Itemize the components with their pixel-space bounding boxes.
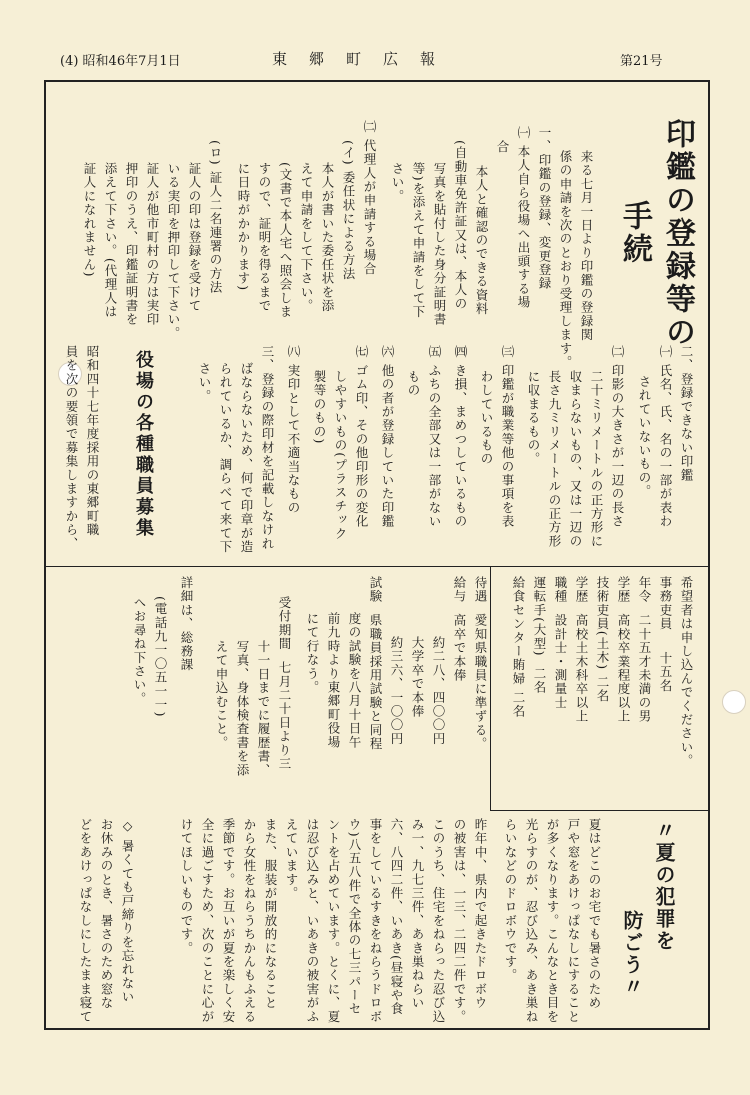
jobs-text-col: 写真、身体検査書を添 [235,640,250,777]
seal-text-col: ㈠ 氏名、氏、名の一部が表わ [658,345,673,529]
seal-text-col: ㈧ 実印として不適当なもの [286,345,301,515]
seal-text-col: しやすいもの(プラスチック [333,370,348,541]
crime-text-col: えています。 [284,818,299,901]
seal-text-col: すので、証明を得るまで [257,162,272,313]
jobs-text-col: へお尋ね下さい。 [132,596,147,706]
seal-text-col: 三、登録の際印材を記載しなけれ [260,345,275,551]
crime-text-col: から女性をねらうちかんもふえる [242,818,257,1023]
seal-text-col: (イ) 委任状による方法 [341,140,356,281]
jobs-text-col: えて申込むこと。 [214,640,229,750]
jobs-text-col: 約二八、四〇〇円 [431,636,446,746]
seal-text-col: 証人の印は登録を受けて [187,162,202,313]
jobs-text-col: 年令 二十五才未満の男 [637,576,652,724]
crime-text-col: ウ)八五八件で全体の七三パーセ [347,818,362,1016]
seal-text-col: 証人になれません) [82,162,97,278]
crime-title-line2: 防ごう〃 [620,910,644,998]
page-number-date: (4) 昭和46年7月1日 [60,54,181,69]
crime-text-col: 光らすのが、忍び込み、あき巣ね [524,818,539,1023]
jobs-text-col: 大学卒で本俸 [410,636,425,719]
seal-text-col: 押印のうえ、印鑑証明書を [124,162,139,327]
crime-text-col: 季節です。お互いが夏を楽しく安 [221,818,236,1023]
seal-text-col: されていないもの。 [637,375,652,499]
seal-text-col: ㈥ 他の者が登録していた印鑑 [380,345,395,529]
jobs-text-col: 詳細は、総務課 [179,576,194,672]
crime-text-col: らいなどのドロボウです。 [503,818,518,983]
seal-text-col: 合 [495,140,510,154]
seal-text-col: 二、登録できない印鑑 [679,345,694,482]
divider-crime [490,810,710,811]
seal-text-col: (文書で本人宅へ照会しま [278,162,293,319]
seal-text-col: (自動車免許証又は、本人の [453,140,468,311]
crime-text-col: お休みのとき、暑さのため窓な [99,818,114,1010]
seal-text-col: 来る七月一日より印鑑の登録関 [579,150,594,342]
seal-text-col: もの [406,370,421,398]
binding-hole-bottom [722,690,746,714]
crime-text-col: 全に過ごすため、次のことに心が [200,818,215,1023]
seal-text-col: られているか、調らべて来て下 [218,362,233,554]
seal-text-col: 製等のもの) [312,370,327,445]
jobs-text-col: 待遇 愛知県職員に準ずる。 [473,576,488,751]
crime-text-col: 六、八四二件、いあき(昼寝や食 [389,818,404,1016]
seal-text-col: ばならないため、何で印章が造 [239,362,254,554]
seal-text-col: 二十ミリメートルの正方形に [589,370,604,549]
seal-text-col: に日時がかかります) [236,162,251,292]
divider-horizontal [44,566,710,567]
seal-text-col: 一、印鑑の登録、変更登録 [537,126,552,291]
jobs-text-col: 事務吏員 十五名 [658,576,673,693]
seal-text-col: えて申請をして下さい。 [299,162,314,313]
jobs-text-col: 給与 高卒で本俸 [452,576,467,683]
jobs-text-col: 度の試験を八月十日午 [347,612,362,749]
jobs-text-col: 昭和四十七年度採用の東郷町職 [85,345,100,537]
jobs-text-col: 員を次の要領で募集しますから、 [64,345,79,551]
jobs-text-col: 技術吏員(土木) 二名 [595,576,610,703]
seal-text-col: 等)を添えて申請をして下 [411,162,426,319]
crime-text-col: けてほしいものです。 [179,818,194,955]
jobs-text-col: (電話九一〇五一一) [153,596,168,718]
crime-text-col: ントを占めています。とくに、夏 [326,818,341,1023]
seal-text-col: 収まらないもの、又は一辺の [568,370,583,549]
seal-text-col: に収まるもの。 [526,370,541,466]
seal-text-col: 添えて下さい。(代理人は [103,162,118,319]
seal-text-col: 写真を貼付した身分証明書 [432,162,447,327]
seal-text-col: 係の申請を次のとおり受理します。 [558,150,573,370]
crime-text-col: の被害は、一三、二四二件です。 [452,818,467,1023]
seal-text-col: ㈤ ふちの全部又は一部がない [427,345,442,529]
seal-text-col: ㈢ 印鑑が職業等他の事項を表 [500,345,515,529]
newsletter-title: 東郷町広報 [272,50,458,68]
seal-text-col: 本人が書いた委任状を添 [320,162,335,313]
seal-title-line2: 手続 [617,200,652,266]
crime-text-col: 昨年中、県内で起きたドロボウ [473,818,488,1010]
jobs-text-col: 十一日までに履歴書、 [256,640,271,777]
seal-text-col: ㈠ 本人自ら役場へ出頭する場 [516,126,531,310]
seal-text-col: わしているもの [479,370,494,466]
seal-title-line1: 印鑑の登録等の [660,118,695,349]
crime-text-col: 戸や窓をあけっぱなしにすること [566,818,581,1023]
seal-text-col: いる実印を押印して下さい。 [166,162,181,341]
crime-text-col: 事をしているすきをねらうドロボ [368,818,383,1023]
crime-title-line1: 〃夏の犯罪を [652,820,676,952]
seal-text-col: 本人と確認のできる資料 [474,165,489,316]
seal-text-col: (ロ) 証人二名連署の方法 [208,140,223,295]
seal-text-col: さい。 [390,162,405,204]
crime-text-col: どをあけっぱなしにしたまま寝て [78,818,93,1023]
jobs-title: 役場の各種職員募集 [133,350,154,539]
jobs-text-col: 学歴 高校土木科卒以上 [574,576,589,724]
jobs-text-col: 運転手(大型) 二名 [532,576,547,695]
crime-text-col: また、服装が開放的になること [263,818,278,1010]
seal-text-col: ㈣ き損、まめつしているもの [453,345,468,529]
jobs-text-col: 受付期間 七月二十日より三 [277,596,292,771]
jobs-text-col: 職種 設計士・測量士 [553,576,568,710]
jobs-text-col: 約三六、一〇〇円 [389,636,404,746]
jobs-text-col: にて行なう。 [305,612,320,695]
crime-text-col: が多くなります。こんなとき目を [545,818,560,1023]
seal-text-col: 証人が他市町村の方は実印 [145,162,160,327]
seal-text-col: ㈡ 印影の大きさが一辺の長さ [610,345,625,529]
jobs-text-col: 試験 県職員採用試験と同程 [368,576,383,751]
crime-text-col: は忍び込みと、いあきの被害がふ [305,818,320,1023]
jobs-text-col: 希望者は申し込んでください。 [679,576,694,768]
jobs-text-col: 前九時より東郷町役場 [326,612,341,749]
seal-text-col: ㈦ ゴム印、その他印形の変化 [354,345,369,529]
issue-number: 第21号 [620,54,663,69]
crime-text-col: 夏はどこのお宅でも暑さのため [587,818,602,1010]
seal-text-col: 長さ九ミリメートルの正方形 [547,370,562,549]
crime-text-col: ◇ 暑くても戸締りを忘れない [120,818,135,1004]
crime-text-col: み一、九七三件、あき巣ねらい [410,818,425,1010]
jobs-text-col: 学歴 高校卒業程度以上 [616,576,631,724]
crime-text-col: このうち、住宅をねらった忍び込 [431,818,446,1023]
jobs-text-col: 給食センター賄婦 二名 [511,576,526,719]
seal-text-col: さい。 [197,362,212,404]
page-header [0,0,750,70]
seal-text-col: ㈡ 代理人が申請する場合 [362,120,377,276]
